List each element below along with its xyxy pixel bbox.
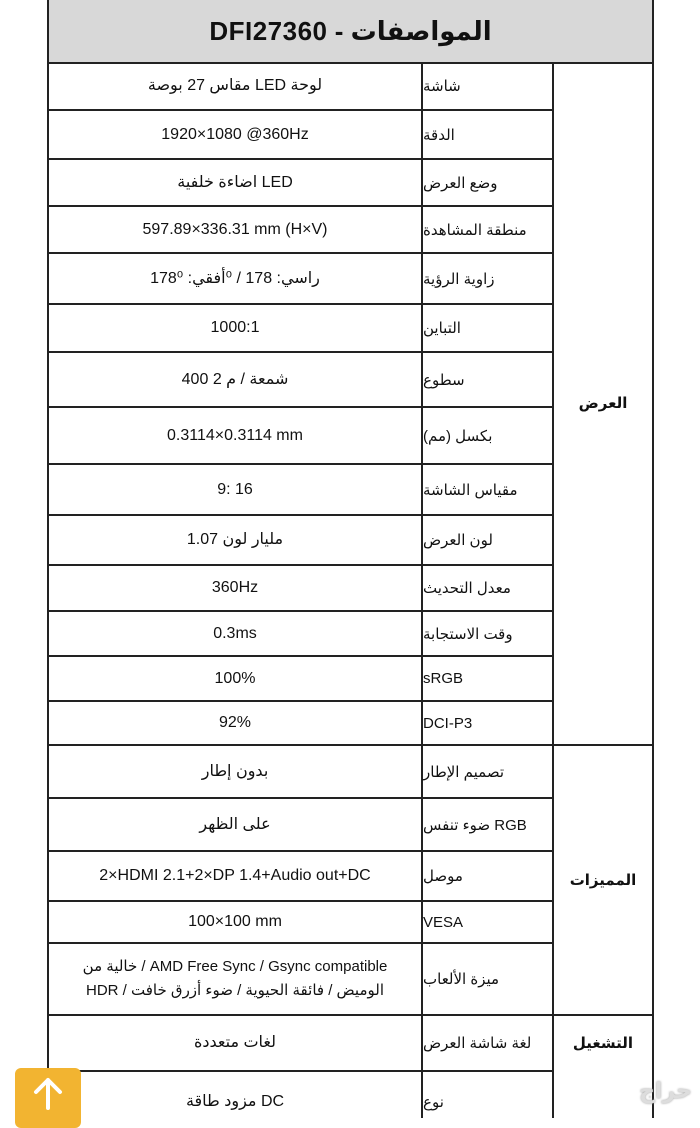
spec-row-srgb — [49, 657, 552, 702]
row-value: 0.3114×0.3114 mm — [167, 426, 303, 444]
row-label: نوع — [421, 1072, 552, 1118]
row-value: 1000:1 — [210, 319, 260, 336]
spec-row-resolution — [49, 111, 552, 160]
spec-sheet — [47, 0, 654, 1118]
row-label: الدقة — [421, 111, 552, 158]
row-value: 597.89×336.31 mm (H×V) — [142, 220, 328, 238]
row-value: AMD Free Sync / Gsync compatible / خالية من الوميض / فائقة الحيوية / ضوء أزرق خافت / HDR — [82, 958, 388, 999]
row-value: شمعة / م 2 400 — [181, 370, 289, 388]
spec-row-frame — [49, 746, 552, 799]
group-operation: التشغيل — [552, 1016, 652, 1118]
row-label: سطوع — [421, 353, 552, 406]
row-value: 360Hz — [211, 579, 259, 596]
row-label: معدل التحديث — [421, 566, 552, 610]
row-value: لغات متعددة — [194, 1034, 276, 1051]
scroll-top-button[interactable] — [15, 1068, 81, 1128]
spec-row-dcip3 — [49, 702, 552, 746]
row-value: راسي: 178 / ⁰أفقي: 178⁰ — [150, 269, 320, 287]
row-value: على الظهر — [199, 815, 271, 833]
spec-row-screen — [49, 62, 552, 111]
row-label: بكسل (مم) — [421, 408, 552, 463]
spec-row-pixel — [49, 408, 552, 465]
row-label: وضع العرض — [421, 160, 552, 205]
row-label: موصل — [421, 852, 552, 900]
site-watermark: حراج — [639, 1078, 692, 1103]
spec-row-gaming — [49, 944, 552, 1016]
row-label: VESA — [421, 902, 552, 942]
spec-title: المواصفات - DFI27360 — [49, 0, 652, 64]
row-label: لون العرض — [421, 516, 552, 564]
row-label: ميزة الألعاب — [421, 944, 552, 1014]
row-value: DC مزود طاقة — [185, 1093, 285, 1110]
row-value: 100% — [214, 669, 256, 687]
row-label: منطقة المشاهدة — [421, 207, 552, 252]
spec-row-color — [49, 516, 552, 566]
spec-row-contrast — [49, 305, 552, 353]
row-value: 0.3ms — [213, 624, 257, 642]
row-value: مليار لون 1.07 — [186, 531, 284, 548]
spec-row-osd-language — [49, 1016, 552, 1072]
row-label: sRGB — [421, 657, 552, 700]
spec-row-display-mode — [49, 160, 552, 207]
spec-row-response — [49, 612, 552, 657]
row-value: 2×HDMI 2.1+2×DP 1.4+Audio out+DC — [99, 867, 371, 884]
row-label: زاوية الرؤية — [421, 254, 552, 303]
spec-row-type — [49, 1072, 552, 1118]
row-value: 100×100 mm — [188, 913, 282, 930]
row-value: 9: 16 — [217, 480, 253, 498]
row-value: بدون إطار — [201, 762, 269, 780]
spec-row-viewing-angle — [49, 254, 552, 305]
row-label: مقياس الشاشة — [421, 465, 552, 514]
spec-row-refresh — [49, 566, 552, 612]
row-label: شاشة — [421, 62, 552, 109]
row-label: RGB ضوء تنفس — [421, 799, 552, 850]
spec-row-rgb-light — [49, 799, 552, 852]
row-label: لغة شاشة العرض — [421, 1016, 552, 1070]
row-value: 1920×1080 @360Hz — [161, 125, 309, 143]
group-display: العرض — [552, 62, 652, 746]
group-features: المميزات — [552, 746, 652, 1016]
spec-row-connector — [49, 852, 552, 902]
spec-row-viewing-area — [49, 207, 552, 254]
row-label: التباين — [421, 305, 552, 351]
row-value: 92% — [218, 714, 252, 731]
spec-row-aspect — [49, 465, 552, 516]
row-label: تصميم الإطار — [421, 746, 552, 797]
spec-row-brightness — [49, 353, 552, 408]
arrow-up-icon — [31, 1076, 65, 1110]
row-value: LED اضاءة خلفية — [177, 173, 293, 191]
row-label: وقت الاستجابة — [421, 612, 552, 655]
row-label: DCI-P3 — [421, 702, 552, 744]
spec-row-vesa — [49, 902, 552, 944]
row-value: مقاس 27 بوصة LED لوحة — [147, 76, 323, 94]
